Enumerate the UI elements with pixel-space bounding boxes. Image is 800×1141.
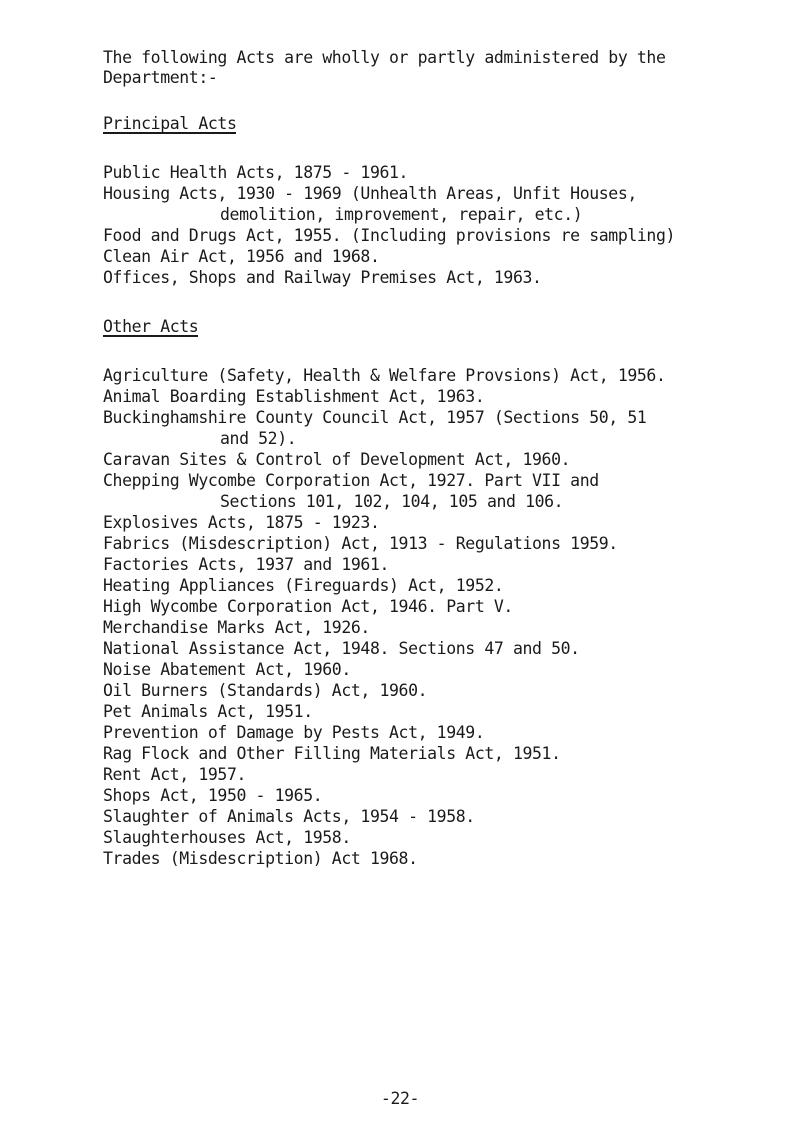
principal-act-line: Housing Acts, 1930 - 1969 (Unhealth Areas, Unfit Houses, (103, 184, 637, 203)
other-act-line: Chepping Wycombe Corporation Act, 1927. Part VII and (103, 471, 599, 490)
principal-acts-heading: Principal Acts (103, 114, 237, 133)
page-number: -22- (380, 1089, 420, 1108)
other-act-line: Rag Flock and Other Filling Materials Act, 1951. (103, 744, 561, 763)
principal-act-line: Clean Air Act, 1956 and 1968. (103, 247, 380, 266)
other-act-line: Buckinghamshire County Council Act, 1957 (Sections 50, 51 (103, 408, 647, 427)
other-act-line: Animal Boarding Establishment Act, 1963. (103, 387, 485, 406)
other-act-line: Pet Animals Act, 1951. (103, 702, 313, 721)
other-act-line: Oil Burners (Standards) Act, 1960. (103, 681, 428, 700)
principal-act-line: Offices, Shops and Railway Premises Act, 1963. (103, 268, 542, 287)
other-act-line-continued: and 52). (220, 429, 297, 448)
other-act-line: Trades (Misdescription) Act 1968. (103, 849, 418, 868)
other-act-line: Caravan Sites & Control of Development Act, 1960. (103, 450, 571, 469)
other-act-line: High Wycombe Corporation Act, 1946. Part V. (103, 597, 513, 616)
other-act-line: Heating Appliances (Fireguards) Act, 1952. (103, 576, 504, 595)
principal-act-line: Public Health Acts, 1875 - 1961. (103, 163, 409, 182)
other-act-line: National Assistance Act, 1948. Sections 47 and 50. (103, 639, 580, 658)
other-act-line: Prevention of Damage by Pests Act, 1949. (103, 723, 485, 742)
other-act-line: Shops Act, 1950 - 1965. (103, 786, 323, 805)
other-acts-heading: Other Acts (103, 317, 199, 336)
principal-act-line: Food and Drugs Act, 1955. (Including provisions re sampling) (103, 226, 676, 245)
other-act-line: Explosives Acts, 1875 - 1923. (103, 513, 380, 532)
other-act-line-continued: Sections 101, 102, 104, 105 and 106. (220, 492, 564, 511)
other-act-line: Merchandise Marks Act, 1926. (103, 618, 370, 637)
intro-line-1: The following Acts are wholly or partly administered by the (103, 48, 666, 67)
other-act-line: Slaughter of Animals Acts, 1954 - 1958. (103, 807, 475, 826)
intro-line-2: Department:- (103, 68, 218, 87)
other-act-line: Agriculture (Safety, Health & Welfare Provsions) Act, 1956. (103, 366, 666, 385)
other-act-line: Rent Act, 1957. (103, 765, 247, 784)
other-act-line: Factories Acts, 1937 and 1961. (103, 555, 390, 574)
principal-act-line-continued: demolition, improvement, repair, etc.) (220, 205, 583, 224)
other-act-line: Noise Abatement Act, 1960. (103, 660, 351, 679)
other-act-line: Slaughterhouses Act, 1958. (103, 828, 351, 847)
other-act-line: Fabrics (Misdescription) Act, 1913 - Regulations 1959. (103, 534, 618, 553)
